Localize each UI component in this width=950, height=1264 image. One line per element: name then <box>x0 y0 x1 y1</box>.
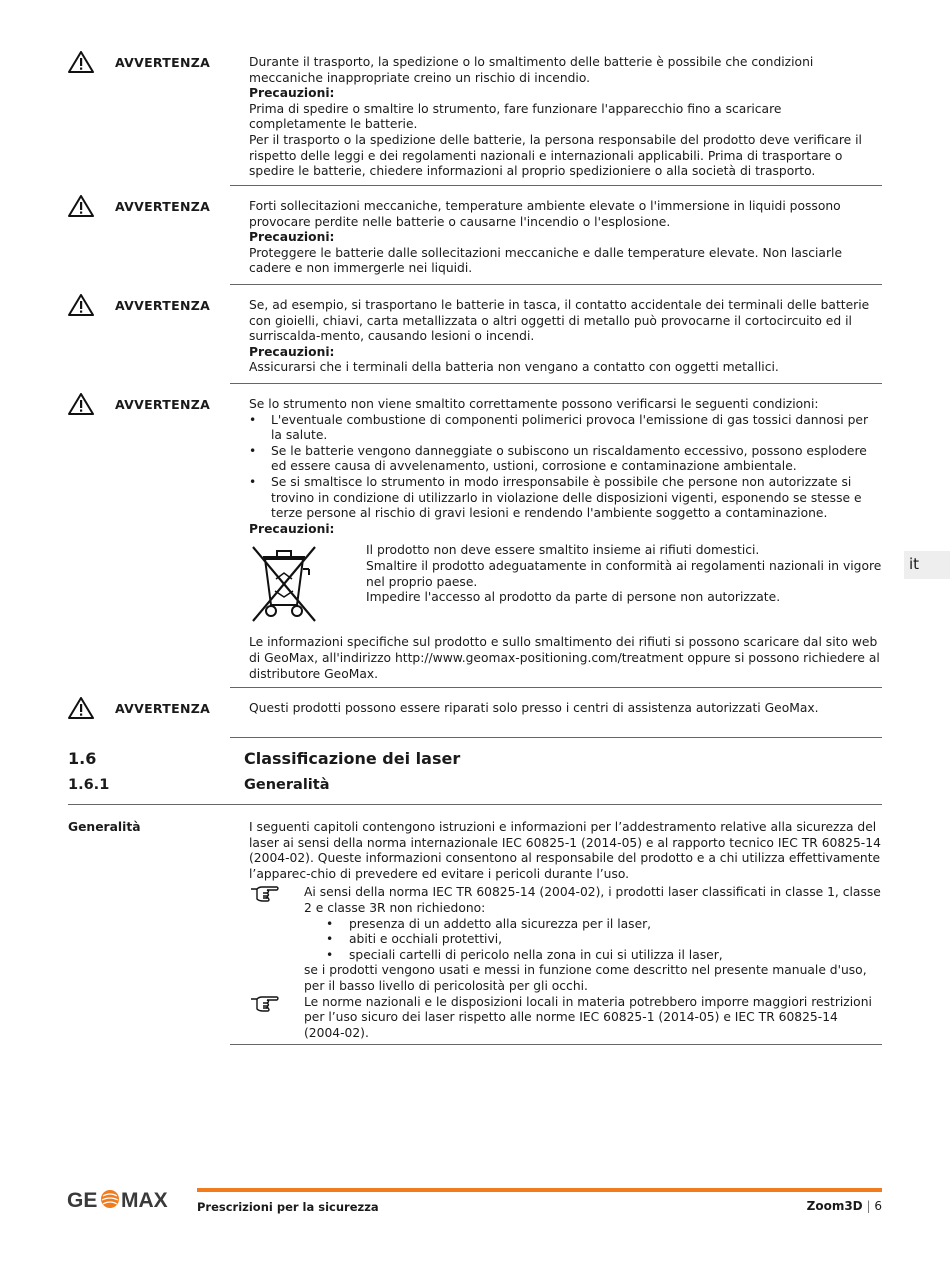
footer-page-info <box>807 1199 882 1213</box>
precaution-paragraph: Proteggere le batterie dalle sollecitazioni meccaniche e dalle temperature elevate. Non lasciarle cadere e non immergerle nei liquidi. <box>249 245 843 276</box>
warning-intro: Forti sollecitazioni meccaniche, temperature ambiente elevate o l'immersione in liquidi possono provocare perdite nelle batterie o causarne l'incendio o l'esplosione. <box>249 199 841 229</box>
precaution-paragraph: Assicurarsi che i terminali della batteria non vengano a contatto con oggetti metallici. <box>249 360 779 375</box>
precautions-label: Precauzioni: <box>249 230 335 245</box>
weee-line: Il prodotto non deve essere smaltito insieme ai rifiuti domestici. <box>366 543 760 558</box>
side-heading: Generalità <box>68 820 141 834</box>
language-tab <box>904 551 950 579</box>
pointing-hand-icon <box>249 885 281 903</box>
list-item: • abiti e occhiali protettivi, <box>304 932 882 948</box>
warning-triangle-icon <box>68 294 94 316</box>
warning-triangle-icon <box>68 51 94 73</box>
list-item: • presenza di un addetto alla sicurezza per il laser, <box>304 917 882 933</box>
divider <box>230 284 882 285</box>
separator: | <box>866 1199 871 1213</box>
product-name: Zoom3D <box>806 1199 863 1213</box>
list-item: • Se si smaltisce lo strumento in modo irresponsabile è possibile che persone non autorizzate si trovino in condizione di utilizzarlo in violazione delle disposizioni vigenti, esponendo se stesse e terze persone al rischio di gravi lesioni e rendendo l'ambiente soggetto a contaminazione. <box>249 475 882 522</box>
generalita-intro: I seguenti capitoli contengono istruzioni e informazioni per l’addestramento relative alla sicurezza del laser ai sensi della norma internazionale IEC 60825-1 (2014-05) e al rapporto tecnico IEC TR 60825-14 (2004-02). Queste informazioni consentono al responsabile del prodotto e a chi utilizza effettivamente l’apparec-chio di prevedere ed evitare i pericoli durante l’uso. <box>249 820 881 881</box>
note-outro: se i prodotti vengono usati e messi in funzione come descritto nel presente manuale d'uso, per il basso livello di pericolosità per gli occhi. <box>304 963 867 993</box>
subsection-title: Generalità <box>244 777 330 793</box>
footer-accent-bar <box>197 1188 882 1192</box>
warning-label: AVVERTENZA <box>115 199 211 214</box>
warning-text <box>249 55 882 180</box>
hazard-list <box>249 413 882 522</box>
precautions-label: Precauzioni: <box>249 521 335 536</box>
list-item: • L'eventuale combustione di componenti polimerici provoca l'emissione di gas tossici dannosi per la salute. <box>249 413 882 444</box>
warning-text <box>249 701 882 717</box>
note-list <box>304 917 882 964</box>
weee-line: Smaltire il prodotto adeguatamente in conformità ai regolamenti nazionali in vigore nel proprio paese. <box>366 558 882 589</box>
page-number: 6 <box>874 1199 882 1213</box>
divider <box>230 737 882 738</box>
pointing-hand-icon <box>249 995 281 1013</box>
weee-line: Impedire l'accesso al prodotto da parte di persone non autorizzate. <box>366 590 781 605</box>
note-text: Ai sensi della norma IEC TR 60825-14 (2004-02), i prodotti laser classificati in classe 1, classe 2 e classe 3R non richiedono: <box>304 885 881 915</box>
warning-label: AVVERTENZA <box>115 397 211 412</box>
precaution-paragraph: Per il trasporto o la spedizione delle batterie, la persona responsabile del prodotto deve verificare il rispetto delle leggi e dei regolamenti nazionali e internazionali applicabili. Prima di trasportare o spedire le batterie, chiedere informazioni al proprio spedizioniere o alla società di trasporto. <box>249 132 862 179</box>
precautions-label: Precauzioni: <box>249 86 335 101</box>
divider <box>230 1044 882 1045</box>
note-text: Le norme nazionali e le disposizioni locali in materia potrebbero imporre maggiori restrizioni per l’uso sicuro dei laser rispetto alle norme IEC 60825-1 (2014-05) e IEC TR 60825-14 (2004-02). <box>304 994 872 1040</box>
warning-label: AVVERTENZA <box>115 701 211 716</box>
svg-text:MAX: MAX <box>121 1189 168 1212</box>
precautions-label: Precauzioni: <box>249 344 335 359</box>
crossed-out-bin-icon <box>249 545 319 625</box>
section-title: Classificazione dei laser <box>244 749 461 768</box>
note-block <box>249 885 882 994</box>
weee-disposal-block <box>249 543 882 627</box>
warning-intro: Questi prodotti possono essere riparati solo presso i centri di assistenza autorizzati GeoMax. <box>249 701 819 715</box>
divider <box>230 185 882 186</box>
list-item: • speciali cartelli di pericolo nella zona in cui si utilizza il laser, <box>304 948 882 964</box>
warning-text <box>249 199 882 277</box>
generalita-body <box>249 820 882 1041</box>
warning-intro: Se lo strumento non viene smaltito correttamente possono verificarsi le seguenti condizioni: <box>249 397 819 411</box>
subsection-number: 1.6.1 <box>68 777 110 793</box>
divider <box>230 687 882 688</box>
list-item: • Se le batterie vengono danneggiate o subiscono un riscaldamento eccessivo, possono esplodere ed essere causa di avvelenamento, ustioni, corrosione e contaminazione ambientale. <box>249 444 882 475</box>
warning-label: AVVERTENZA <box>115 55 211 70</box>
warning-triangle-icon <box>68 195 94 217</box>
warning-triangle-icon <box>68 697 94 719</box>
footer-section-title: Prescrizioni per la sicurezza <box>197 1200 379 1214</box>
warning-triangle-icon <box>68 393 94 415</box>
note-block <box>249 995 882 1042</box>
divider <box>68 804 882 805</box>
warning-text <box>249 397 882 682</box>
geomax-logo <box>67 1188 185 1212</box>
warning-label: AVVERTENZA <box>115 298 211 313</box>
section-number: 1.6 <box>68 749 97 768</box>
warning-intro: Durante il trasporto, la spedizione o lo smaltimento delle batterie è possibile che condizioni meccaniche inappropriate creino un rischio di incendio. <box>249 55 814 85</box>
svg-text:GE: GE <box>67 1189 98 1212</box>
weee-instructions <box>366 543 886 605</box>
warning-intro: Se, ad esempio, si trasportano le batterie in tasca, il contatto accidentale dei terminali delle batterie con gioielli, chiavi, carta metallizzata o altri oggetti di metallo può provocarne il cortocircuito ed il surriscalda-mento, causando lesioni o incendi. <box>249 298 870 344</box>
divider <box>230 383 882 384</box>
precaution-paragraph: Prima di spedire o smaltire lo strumento, fare funzionare l'apparecchio fino a scaricare completamente le batterie. <box>249 101 782 132</box>
language-code: it <box>909 555 920 573</box>
warning-text <box>249 298 882 376</box>
disposal-info: Le informazioni specifiche sul prodotto e sullo smaltimento dei rifiuti si possono scaricare dal sito web di GeoMax, all'indirizzo http://www.geomax-positioning.com/treatment oppure si possono richiedere al distributore GeoMax. <box>249 635 880 681</box>
